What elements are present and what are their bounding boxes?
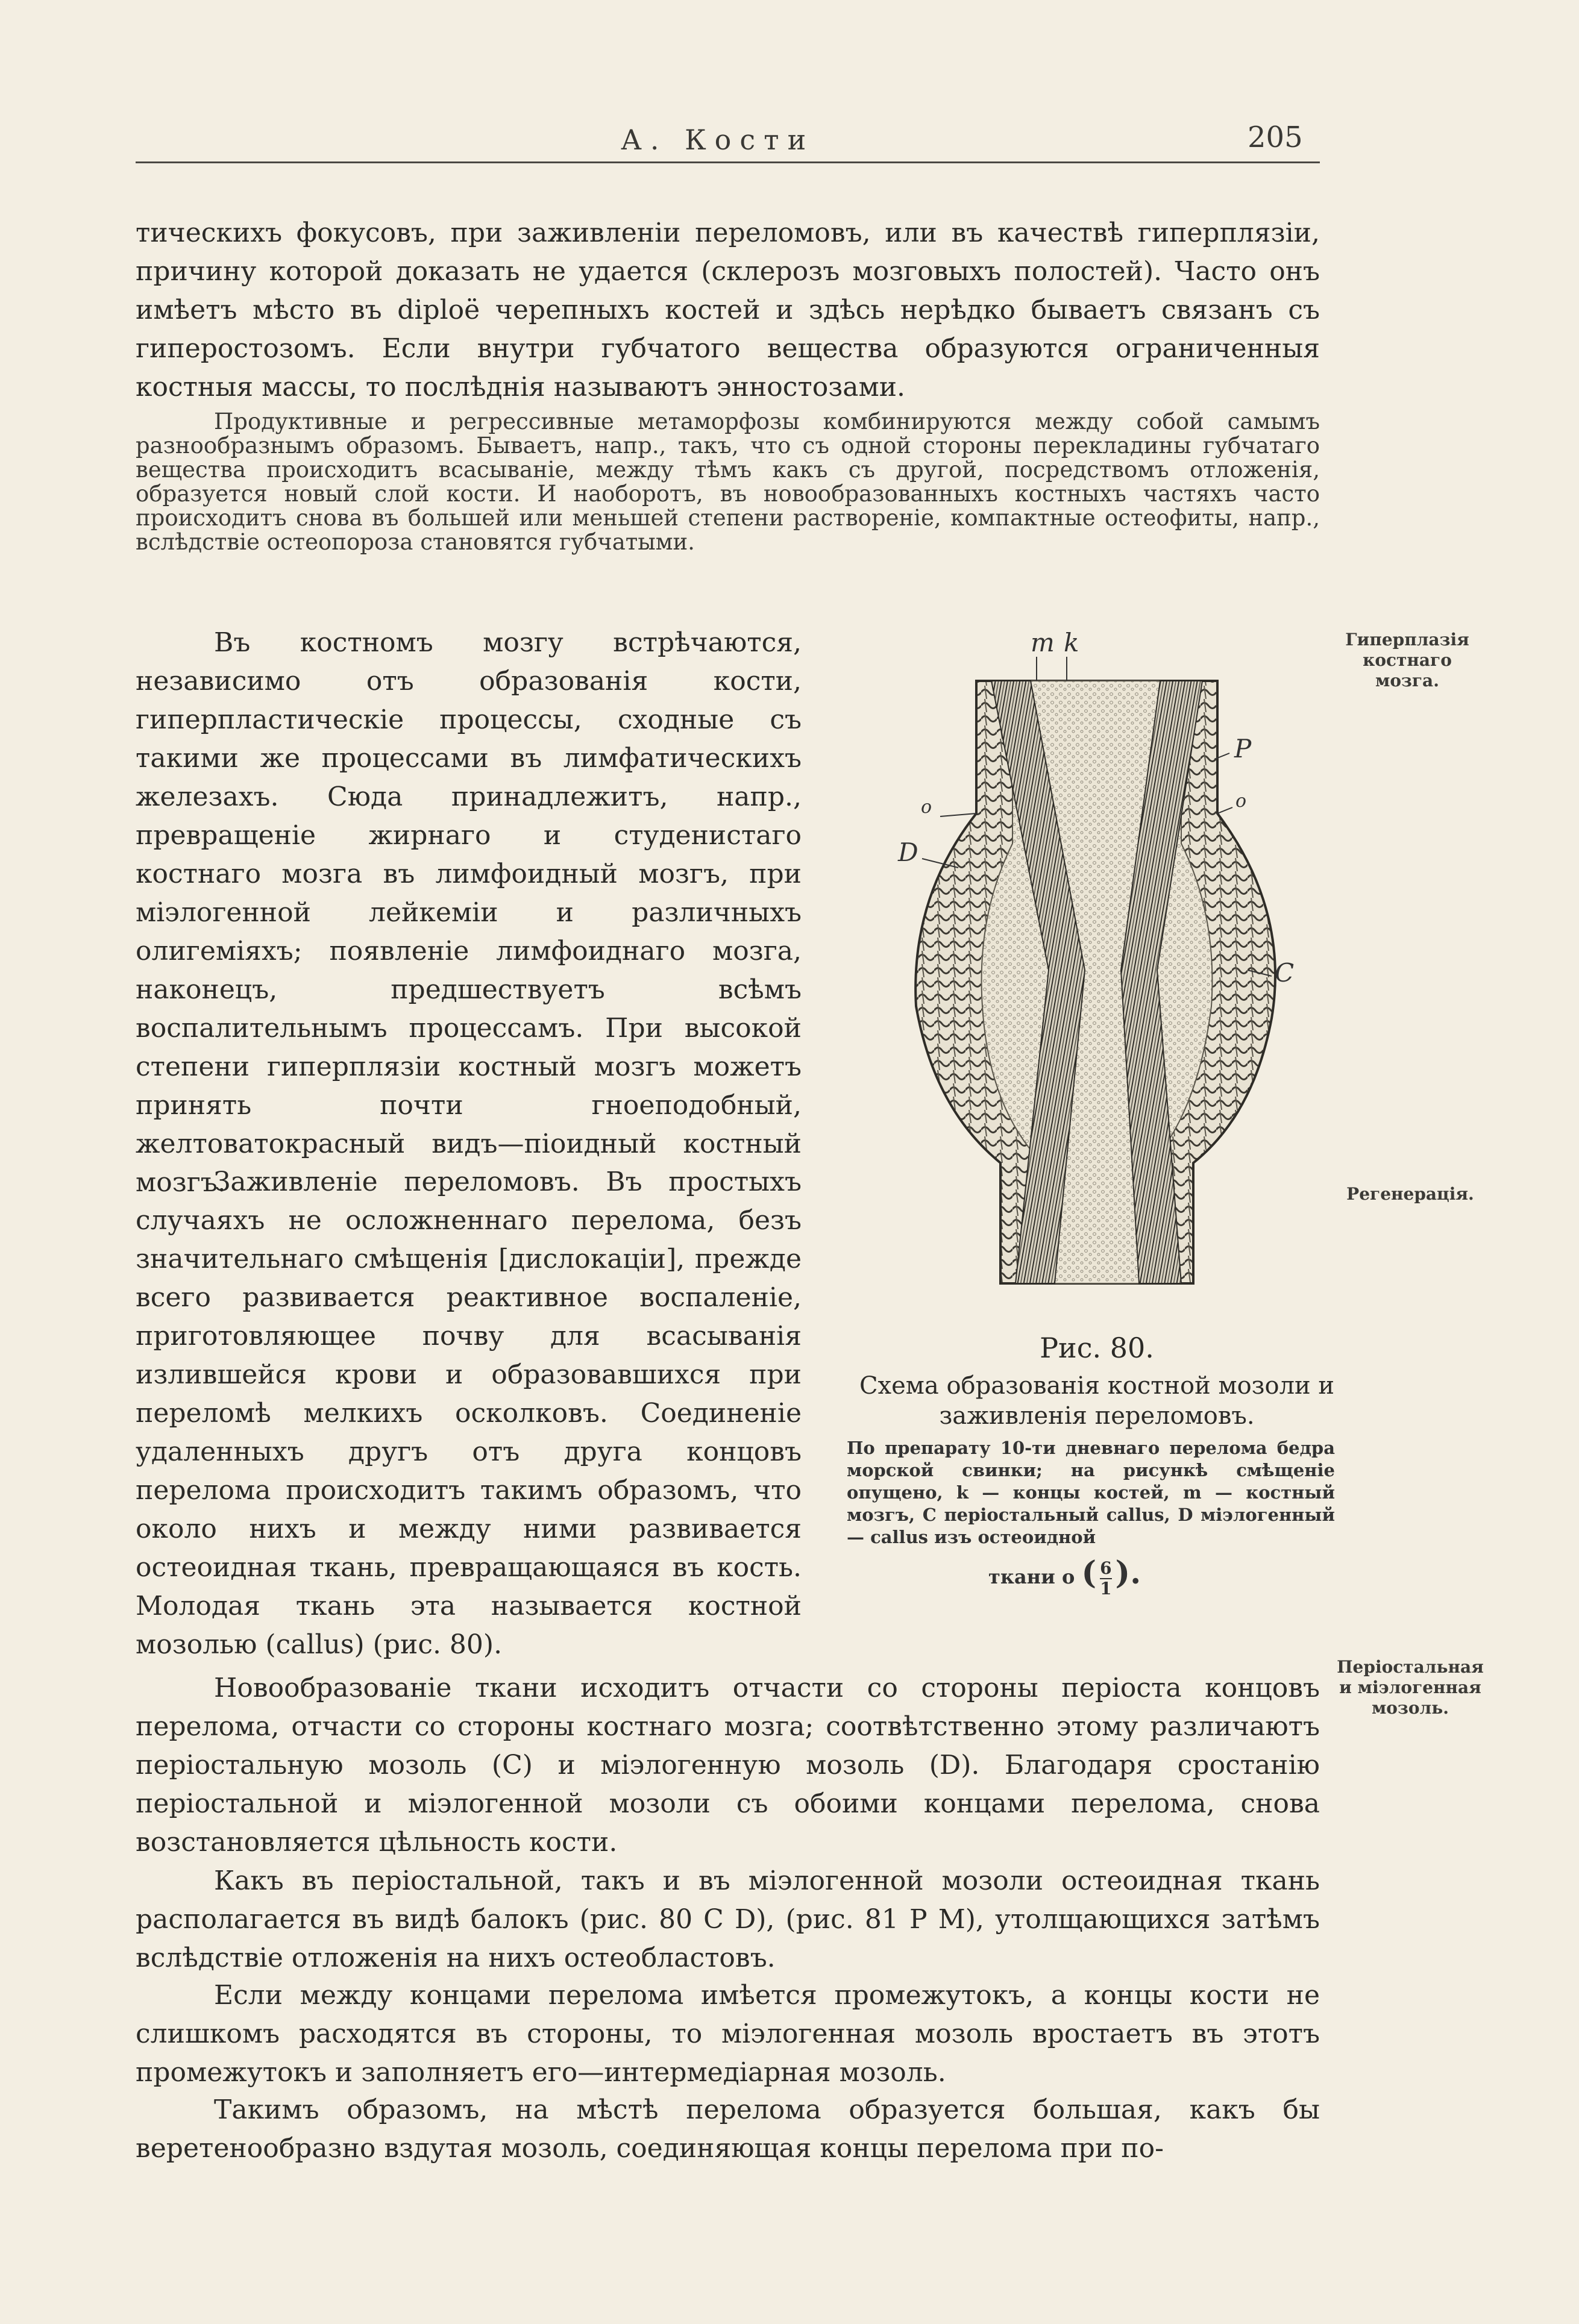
header-rule bbox=[136, 161, 1320, 163]
paragraph-4: Заживленіе переломовъ. Въ простыхъ случаяхъ не осложненнаго перелома, безъ значительнаго смѣщенія [дислокаціи], прежде всего развивается реактивное воспаленіе, приготовляющее почву для всасыванія излившейся крови и образовавшихся при переломѣ мелкихъ осколковъ. Соединеніе удаленныхъ другъ отъ друга концовъ перелома происходитъ такимъ образомъ, что около нихъ и между ними развивается остеоидная ткань, превращающаяся въ кость. Молодая ткань эта называется костной мозолью (callus) (рис. 80). bbox=[136, 1167, 802, 1660]
figure-label-D: D bbox=[898, 838, 918, 867]
figure-label-m: m bbox=[1031, 628, 1055, 657]
fraction-numerator: 6 bbox=[1100, 1558, 1112, 1578]
figure-label-o-left: o bbox=[921, 797, 932, 818]
figure-number: Рис. 80. bbox=[1040, 1332, 1154, 1364]
figure-label-k: k bbox=[1064, 628, 1079, 657]
figure-description: По препарату 10-ти дневнаго перелома бедра морской свинки; на рисункѣ смѣщеніе опущено, k — концы костей, m — костный мозгъ, C періостальный callus, D міэлогенный — callus изъ остеоидной bbox=[847, 1438, 1335, 1547]
figure-label-C: C bbox=[1275, 958, 1295, 988]
figure-80-bone-callus-illustration bbox=[856, 628, 1338, 1344]
margin-note-hyperplasia: Гиперплазія костнаго мозга. bbox=[1345, 630, 1469, 691]
pointer-o-right bbox=[1217, 807, 1232, 813]
paragraph-1: тическихъ фокусовъ, при заживленіи переломовъ, или въ качествѣ гиперплязіи, причину которой доказать не удается (склерозъ мозговыхъ полостей). Часто онъ имѣетъ мѣсто въ diploë черепныхъ костей и здѣсь нерѣдко бываетъ связанъ съ гиперостозомъ. Если внутри губчатого вещества образуются ограниченныя костныя массы, то послѣднія называютъ энностозами. bbox=[136, 218, 1320, 402]
margin-note-periosteal-callus: Періостальная и міэлогенная мозоль. bbox=[1337, 1657, 1484, 1718]
margin-note-regeneration: Регенерація. bbox=[1346, 1184, 1474, 1204]
figure-title: Схема образованія костной мозоли и заживленія переломовъ. bbox=[859, 1372, 1335, 1430]
paragraph-2: Продуктивные и регрессивные метаморфозы комбинируются между собой самымъ разнообразнымъ образомъ. Бываетъ, напр., такъ, что съ одной стороны перекладины губчатаго вещества происходитъ всасываніе, между тѣмъ какъ съ другой, посредствомъ отложенія, образуется новый слой кости. И наоборотъ, въ новообразованныхъ костныхъ частяхъ часто происходитъ снова въ большей или меньшей степени раствореніе, компактные остеофиты, напр., вслѣдствіе остеопороза становятся губчатыми. bbox=[136, 409, 1320, 555]
paragraph-8: Такимъ образомъ, на мѣстѣ перелома образуется большая, какъ бы веретенообразно вздутая мозоль, соединяющая концы перелома при по- bbox=[136, 2094, 1320, 2164]
paragraph-7: Если между концами перелома имѣется промежутокъ, а концы кости не слишкомъ расходятся въ стороны, то міэлогенная мозоль вростаетъ въ этотъ промежутокъ и заполняетъ его—интермедіарная мозоль. bbox=[136, 1980, 1320, 2088]
paragraph-6: Какъ въ періостальной, такъ и въ міэлогенной мозоли остеоидная ткань располагается въ видѣ балокъ (рис. 80 C D), (рис. 81 P M), утолщающихся затѣмъ вслѣдствіе отложенія на нихъ остеобластовъ. bbox=[136, 1865, 1320, 1973]
fraction-prefix: ткани o bbox=[988, 1565, 1075, 1588]
fraction-denominator: 1 bbox=[1100, 1578, 1112, 1599]
page-number: 205 bbox=[1248, 121, 1303, 154]
bone-callus-drawing bbox=[856, 633, 1338, 1344]
figure-label-o-right: o bbox=[1235, 791, 1247, 812]
paragraph-5: Новообразованіе ткани исходитъ отчасти со стороны періоста концовъ перелома, отчасти со стороны костнаго мозга; соотвѣтственно этому различаютъ періостальную мозоль (C) и міэлогенную мозоль (D). Благодаря сростанію періостальной и міэлогенной мозоли съ обоими концами перелома, снова возстановляется цѣльность кости. bbox=[136, 1673, 1320, 1858]
fraction bbox=[1100, 1559, 1111, 1599]
figure-fraction-line: ткани o ( $\frac{6}{1}$ ). bbox=[988, 1555, 1141, 1599]
running-header-title: А. Кости bbox=[621, 124, 815, 156]
figure-label-P: P bbox=[1234, 734, 1252, 763]
pointer-o-left bbox=[940, 813, 976, 816]
paragraph-3: Въ костномъ мозгу встрѣчаются, независимо отъ образованія кости, гиперпластическіе процессы, сходные съ такими же процессами въ лимфатическихъ железахъ. Сюда принадлежитъ, напр., превращеніе жирнаго и студенистаго костнаго мозга въ лимфоидный мозгъ, при міэлогенной лейкеміи и различныхъ олигеміяхъ; появленіе лимфоиднаго мозга, наконецъ, предшествуетъ всѣмъ воспалительнымъ процессамъ. При высокой степени гиперплязіи костный мозгъ можетъ принять почти гноеподобный, желтоватокрасный видъ—піоидный костный мозгъ. bbox=[136, 627, 802, 1198]
